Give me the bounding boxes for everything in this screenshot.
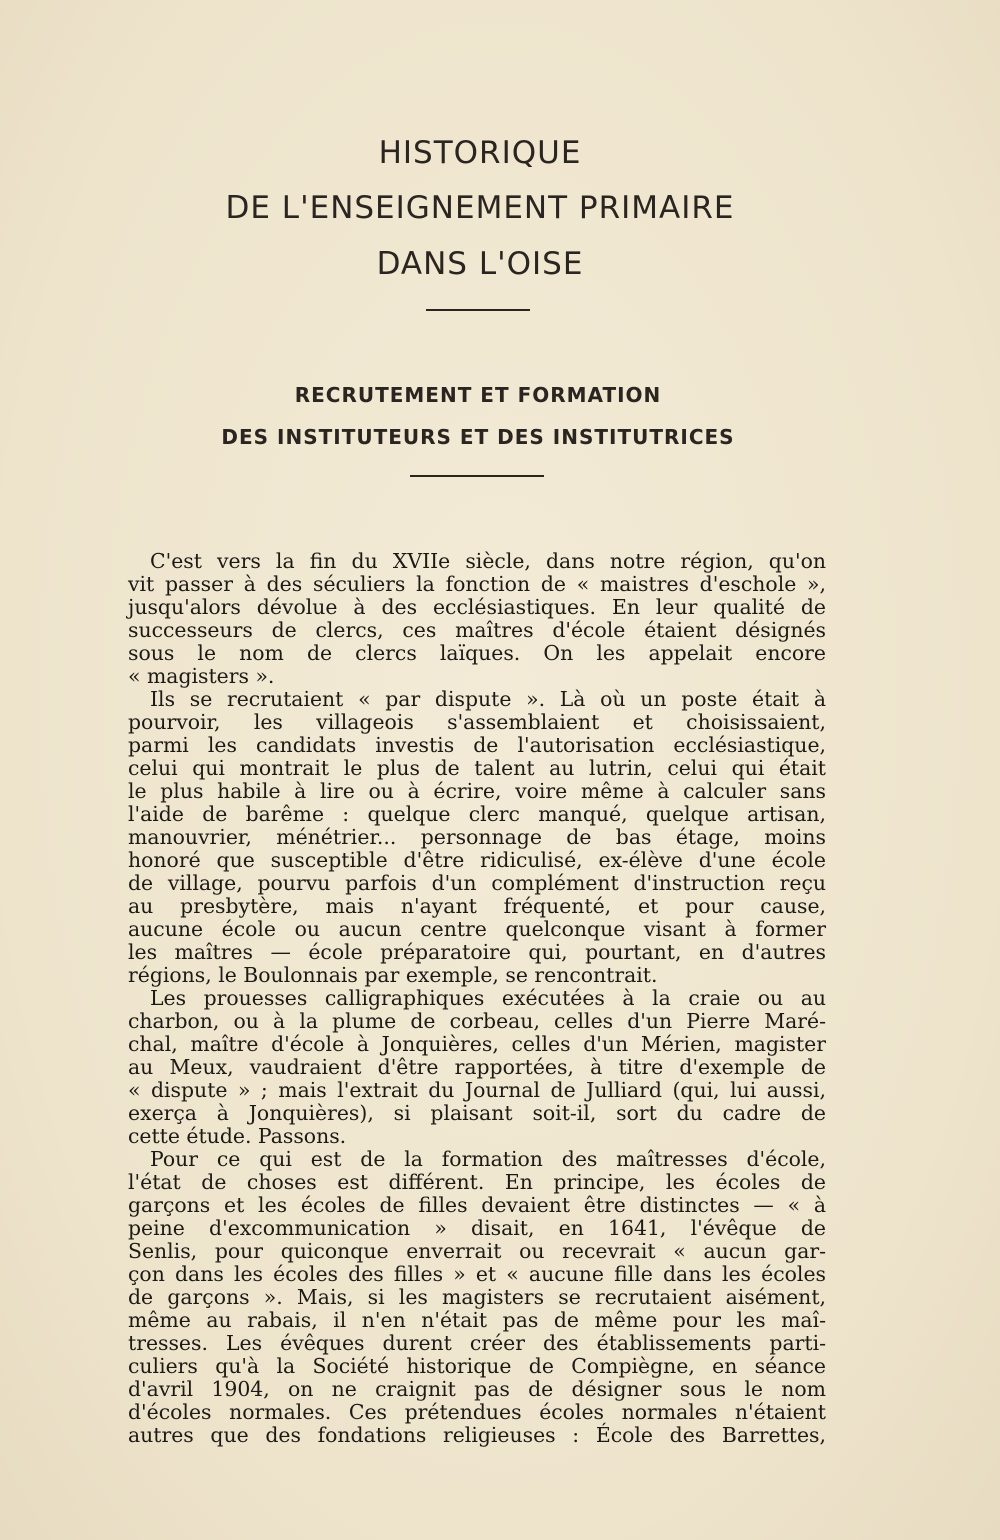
- body-line: çon dans les écoles des filles » et « aucune fille dans les écoles: [128, 1262, 826, 1286]
- body-line: Senlis, pour quiconque enverrait ou recevrait « aucun gar-: [128, 1239, 826, 1263]
- title-line-3: DANS L'OISE: [376, 246, 584, 282]
- body-line: exerça à Jonquières), si plaisant soit-il, sort du cadre de: [128, 1101, 826, 1125]
- body-line: C'est vers la fin du XVIIe siècle, dans notre région, qu'on: [150, 549, 826, 573]
- body-line: les maîtres — école préparatoire qui, pourtant, en d'autres: [128, 940, 826, 964]
- body-text: [128, 550, 826, 1447]
- body-line: aucune école ou aucun centre quelconque visant à former: [128, 917, 826, 941]
- body-line: manouvrier, ménétrier... personnage de bas étage, moins: [128, 825, 826, 849]
- body-line: régions, le Boulonnais par exemple, se rencontrait.: [128, 963, 658, 987]
- body-line: vit passer à des séculiers la fonction de « maistres d'eschole »,: [128, 572, 826, 596]
- body-line: au Meux, vaudraient d'être rapportées, à titre d'exemple de: [128, 1055, 826, 1079]
- body-line: pourvoir, les villageois s'assemblaient et choisissaient,: [128, 710, 826, 734]
- body-line: charbon, ou à la plume de corbeau, celles d'un Pierre Maré-: [128, 1009, 826, 1033]
- body-line: de village, pourvu parfois d'un complément d'instruction reçu: [128, 871, 826, 895]
- body-line: honoré que susceptible d'être ridiculisé, ex-élève d'une école: [128, 848, 826, 872]
- subtitle-line-1: RECRUTEMENT ET FORMATION: [294, 383, 662, 407]
- body-line: sous le nom de clercs laïques. On les appelait encore: [128, 641, 826, 665]
- body-line: Pour ce qui est de la formation des maîtresses d'école,: [150, 1147, 826, 1171]
- body-line: d'écoles normales. Ces prétendues écoles normales n'étaient: [128, 1400, 826, 1424]
- body-line: « dispute » ; mais l'extrait du Journal de Julliard (qui, lui aussi,: [128, 1078, 826, 1102]
- title-line-2: DE L'ENSEIGNEMENT PRIMAIRE: [225, 190, 735, 226]
- body-line: successeurs de clercs, ces maîtres d'école étaient désignés: [128, 618, 826, 642]
- subtitle-line-2: DES INSTITUTEURS ET DES INSTITUTRICES: [221, 425, 735, 449]
- body-line: garçons et les écoles de filles devaient être distinctes — « à: [128, 1193, 826, 1217]
- body-line: celui qui montrait le plus de talent au lutrin, celui qui était: [128, 756, 826, 780]
- body-line: autres que des fondations religieuses : École des Barrettes,: [128, 1423, 826, 1447]
- body-line: peine d'excommunication » disait, en 1641, l'évêque de: [128, 1216, 826, 1240]
- body-line: parmi les candidats investis de l'autorisation ecclésiastique,: [128, 733, 826, 757]
- body-line: d'avril 1904, on ne craignit pas de désigner sous le nom: [128, 1377, 826, 1401]
- body-line: le plus habile à lire ou à écrire, voire même à calculer sans: [128, 779, 826, 803]
- body-line: « magisters ».: [128, 664, 275, 688]
- body-line: l'état de choses est différent. En principe, les écoles de: [128, 1170, 826, 1194]
- body-line: au presbytère, mais n'ayant fréquenté, et pour cause,: [128, 894, 826, 918]
- body-line: culiers qu'à la Société historique de Compiègne, en séance: [128, 1354, 826, 1378]
- body-line: Les prouesses calligraphiques exécutées à la craie ou au: [150, 986, 826, 1010]
- body-line: de garçons ». Mais, si les magisters se recrutaient aisément,: [128, 1285, 826, 1309]
- subtitle-divider: [410, 475, 544, 477]
- title-line-1: HISTORIQUE: [378, 135, 582, 171]
- body-line: chal, maître d'école à Jonquières, celles d'un Mérien, magister: [128, 1032, 826, 1056]
- body-line: Ils se recrutaient « par dispute ». Là où un poste était à: [150, 687, 826, 711]
- body-line: même au rabais, il n'en n'était pas de même pour les maî-: [128, 1308, 826, 1332]
- title-divider: [426, 309, 530, 311]
- body-line: l'aide de barême : quelque clerc manqué, quelque artisan,: [128, 802, 826, 826]
- body-line: tresses. Les évêques durent créer des établissements parti-: [128, 1331, 826, 1355]
- body-line: cette étude. Passons.: [128, 1124, 347, 1148]
- body-line: jusqu'alors dévolue à des ecclésiastiques. En leur qualité de: [128, 595, 826, 619]
